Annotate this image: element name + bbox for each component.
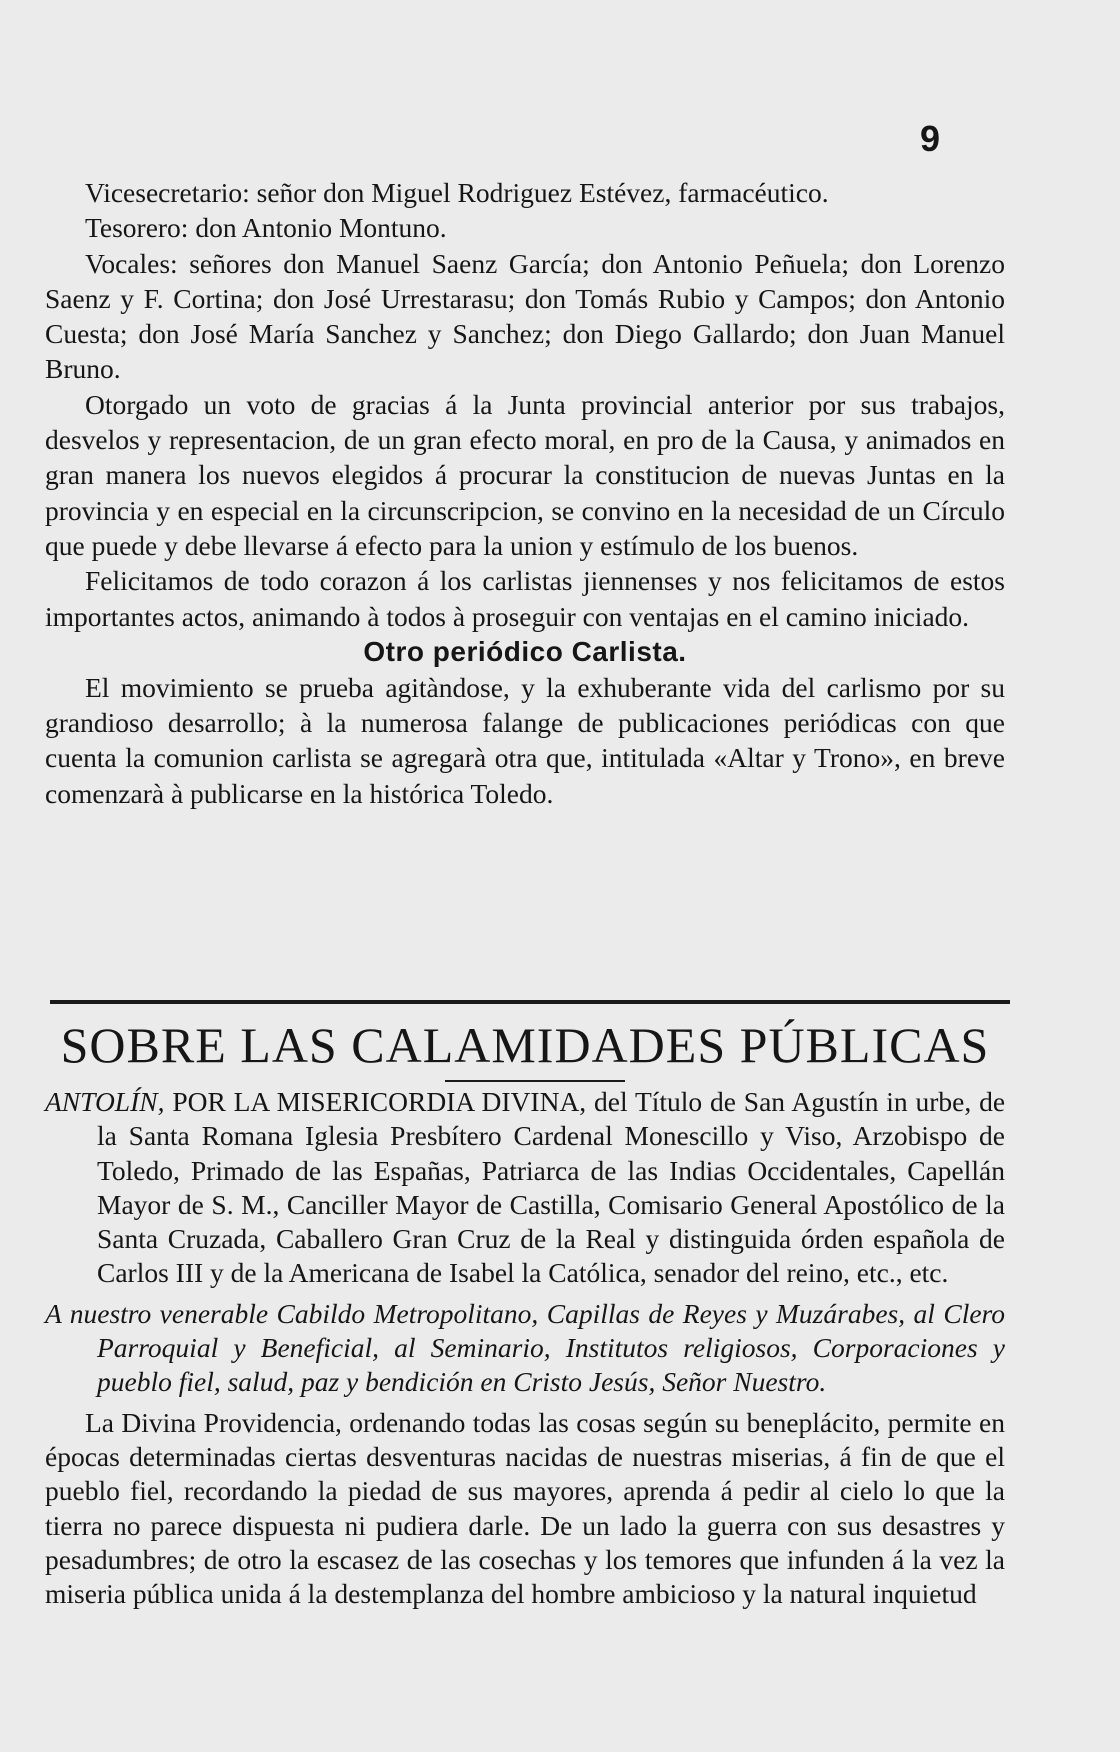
paragraph-vocales: Vocales: señores don Manuel Saenz García; don Antonio Peñuela; don Lorenzo Saenz y F. Cortina; don José Urrestarasu; don Tomás Rubio y Campos; don Antonio Cuesta; don José María Sanchez y Sanchez; don Diego Gallardo; don Juan Manuel Bruno. (45, 247, 1005, 385)
paragraph-vicesecretario: Vicesecretario: señor don Miguel Rodriguez Estévez, farmacéutico. (85, 177, 829, 208)
pastoral-letter (45, 1085, 1005, 1611)
title-underline (445, 1080, 625, 1082)
body-paragraph: La Divina Providencia, ordenando todas las cosas según su beneplácito, permite en épocas determinadas ciertas desventuras nacidas de nuestras miserias, á fin de que el pueblo fiel, recordando la piedad de sus mayores, aprenda á pedir al cielo lo que la tierra no parece dispuesta ni pudiera darle. De un lado la guerra con sus desastres y pesadumbres; de otro la escasez de las cosechas y los temores que infunden á la vez la miseria pública unida á la destemplanza del hombre ambicioso y la natural inquietud (45, 1406, 1005, 1610)
subheading: Otro periódico Carlista. (363, 635, 687, 667)
lead-name: ANTOLÍN, (45, 1086, 165, 1117)
address-paragraph: A nuestro venerable Cabildo Metropolitano, Capillas de Reyes y Muzárabes, al Clero Parroquial y Beneficial, al Seminario, Institutos religiosos, Corporaciones y pueblo fiel, salud, paz y bendición en Cristo Jesús, Señor Nuestro. (45, 1297, 1005, 1398)
paragraph-movimiento: El movimiento se prueba agitàndose, y la exhuberante vida del carlismo por su grandioso desarrollo; à la numerosa falange de publicaciones periódicas con que cuenta la comunion carlista se agregarà otra que, intitulada «Altar y Trono», en breve comenzarà à publicarse en la histórica Toledo. (45, 671, 1005, 809)
paragraph-tesorero: Tesorero: don Antonio Montuno. (85, 212, 447, 244)
section-divider (50, 1000, 1010, 1004)
lead-rest: del Título de San Agustín in urbe, de la Santa Romana Iglesia Presbítero Cardenal Monescillo y Viso, Arzobispo de Toledo, Primado de las Españas, Patriarca de las Indias Occidentales, Capellán Mayor de S. M., Canciller Mayor de Castilla, Comisario General Apostólico de la Santa Cruzada, Caballero Gran Cruz de la Real y distinguida órden española de Carlos III y de la Americana de Isabel la Católica, senador del reino, etc., etc. (97, 1086, 1006, 1289)
section-title: SOBRE LAS CALAMIDADES PÚBLICAS (60, 1017, 990, 1073)
lead-paragraph (45, 1085, 1005, 1291)
page-number: 9 (920, 118, 941, 159)
paragraph-voto-gracias: Otorgado un voto de gracias á la Junta provincial anterior por sus trabajos, desvelos y representacion, de un gran efecto moral, en pro de la Causa, y animados en gran manera los nuevos elegidos á procurar la constitucion de nuevas Juntas en la provincia y en especial en la circunscripcion, se convino en la necesidad de un Círculo que puede y debe llevarse á efecto para la union y estímulo de los buenos. (45, 388, 1005, 561)
lead-caps: POR LA MISERICORDIA DIVINA, (172, 1086, 587, 1117)
paragraph-felicitamos: Felicitamos de todo corazon á los carlistas jiennenses y nos felicitamos de estos importantes actos, animando à todos à proseguir con ventajas en el camino iniciado. (45, 565, 1005, 632)
top-section (45, 175, 1005, 811)
